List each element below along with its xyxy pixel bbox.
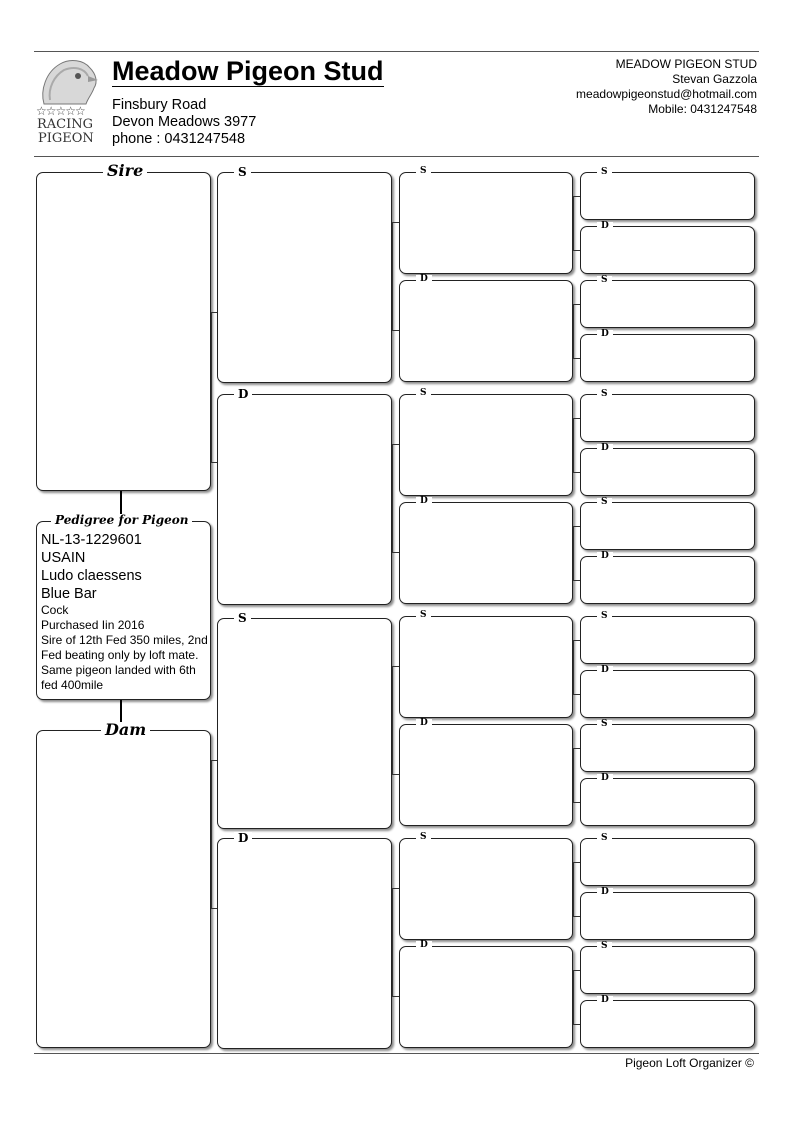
connector xyxy=(573,358,580,359)
connector xyxy=(573,418,580,419)
dam-sire-box xyxy=(217,618,392,829)
footer-rule xyxy=(34,1053,759,1054)
logo-text-racing: RACING xyxy=(37,117,94,132)
connector xyxy=(392,330,399,331)
gen3-box-1 xyxy=(399,172,573,274)
connector xyxy=(211,312,212,462)
gen4-box-6 xyxy=(580,448,755,496)
dam-box xyxy=(36,730,211,1048)
connector xyxy=(573,802,580,803)
gen4-box-12 xyxy=(580,778,755,826)
gen3-box-7 xyxy=(399,838,573,940)
subject-details xyxy=(41,531,209,693)
gen3-box-4 xyxy=(399,502,573,604)
sire-label: Sire xyxy=(103,163,147,179)
gen3-box-3 xyxy=(399,394,573,496)
connector xyxy=(573,418,574,472)
dam-sire-label: S xyxy=(234,612,251,624)
pedigree-for-label: Pedigree for Pigeon xyxy=(51,514,192,526)
subject-name: USAIN xyxy=(41,550,86,566)
connector xyxy=(573,748,574,802)
connector xyxy=(573,862,574,916)
dam-dam-label: D xyxy=(234,832,252,844)
gen3-label-1: S xyxy=(416,167,431,176)
gen4-label-14: D xyxy=(597,888,613,897)
stud-name-title: Meadow Pigeon Stud xyxy=(112,56,384,86)
subject-notes: Sire of 12th Fed 350 miles, 2nd Fed beating only by loft mate. Same pigeon landed with 6th fed 400mile xyxy=(41,633,208,692)
gen4-box-9 xyxy=(580,616,755,664)
connector xyxy=(573,526,574,580)
connector xyxy=(573,250,580,251)
connector xyxy=(392,996,399,997)
gen4-box-1 xyxy=(580,172,755,220)
subject-breeder: Ludo claessens xyxy=(41,568,142,584)
gen3-label-8: D xyxy=(416,941,432,950)
connector xyxy=(573,916,580,917)
connector xyxy=(573,196,574,250)
connector xyxy=(392,552,399,553)
connector xyxy=(392,774,399,775)
gen4-label-12: D xyxy=(597,774,613,783)
gen4-label-10: D xyxy=(597,666,613,675)
gen4-box-10 xyxy=(580,670,755,718)
connector xyxy=(573,472,580,473)
gen4-label-5: S xyxy=(597,390,612,399)
gen4-box-7 xyxy=(580,502,755,550)
connector xyxy=(573,970,574,1024)
connector xyxy=(211,760,212,908)
contact-mobile: Mobile: 0431247548 xyxy=(648,102,757,116)
logo-text-pigeon: PIGEON xyxy=(38,131,94,146)
gen4-label-2: D xyxy=(597,222,613,231)
gen4-label-11: S xyxy=(597,720,612,729)
sire-sire-box xyxy=(217,172,392,383)
gen3-label-5: S xyxy=(416,611,431,620)
connector xyxy=(392,888,399,889)
gen3-box-2 xyxy=(399,280,573,382)
gen4-label-9: S xyxy=(597,612,612,621)
subject-color: Blue Bar xyxy=(41,586,97,602)
connector xyxy=(392,444,399,445)
gen4-box-4 xyxy=(580,334,755,382)
gen4-label-4: D xyxy=(597,330,613,339)
gen4-label-8: D xyxy=(597,552,613,561)
gen4-box-5 xyxy=(580,394,755,442)
contact-owner: Stevan Gazzola xyxy=(672,72,757,86)
gen4-label-16: D xyxy=(597,996,613,1005)
gen4-box-16 xyxy=(580,1000,755,1048)
gen3-box-5 xyxy=(399,616,573,718)
connector xyxy=(573,694,580,695)
connector xyxy=(392,444,393,552)
subject-ring-number: NL-13-1229601 xyxy=(41,532,142,548)
address-line-2: Devon Meadows 3977 xyxy=(112,114,257,130)
gen4-box-14 xyxy=(580,892,755,940)
gen3-label-7: S xyxy=(416,833,431,842)
connector xyxy=(392,666,393,774)
sire-dam-label: D xyxy=(234,388,252,400)
header-top-rule xyxy=(34,51,759,52)
gen4-box-13 xyxy=(580,838,755,886)
sire-box xyxy=(36,172,211,491)
contact-email: meadowpigeonstud@hotmail.com xyxy=(576,87,757,101)
address-line-1: Finsbury Road xyxy=(112,97,207,113)
gen3-label-2: D xyxy=(416,275,432,284)
gen4-box-3 xyxy=(580,280,755,328)
gen4-box-11 xyxy=(580,724,755,772)
gen3-label-6: D xyxy=(416,719,432,728)
connector xyxy=(392,666,399,667)
phone-line: phone : 0431247548 xyxy=(112,131,246,147)
gen4-label-13: S xyxy=(597,834,612,843)
gen4-label-15: S xyxy=(597,942,612,951)
connector xyxy=(573,970,580,971)
gen3-box-8 xyxy=(399,946,573,1048)
racing-pigeon-logo xyxy=(36,56,104,148)
footer-credit: Pigeon Loft Organizer © xyxy=(625,1056,754,1070)
connector xyxy=(573,748,580,749)
gen4-label-1: S xyxy=(597,168,612,177)
connector xyxy=(392,222,399,223)
connector xyxy=(573,1024,580,1025)
connector xyxy=(392,222,393,330)
gen3-label-3: S xyxy=(416,389,431,398)
connector xyxy=(573,304,580,305)
sire-dam-box xyxy=(217,394,392,605)
gen4-box-8 xyxy=(580,556,755,604)
connector xyxy=(573,304,574,358)
connector xyxy=(392,888,393,996)
connector xyxy=(573,862,580,863)
connector xyxy=(573,196,580,197)
gen4-label-6: D xyxy=(597,444,613,453)
dam-dam-box xyxy=(217,838,392,1049)
gen4-box-15 xyxy=(580,946,755,994)
gen4-label-7: S xyxy=(597,498,612,507)
contact-stud-name: MEADOW PIGEON STUD xyxy=(615,57,757,71)
gen4-label-3: S xyxy=(597,276,612,285)
header-bottom-rule xyxy=(34,156,759,157)
gen3-label-4: D xyxy=(416,497,432,506)
dam-label: Dam xyxy=(101,722,150,738)
subject-purchased: Purchased Iin 2016 xyxy=(41,618,145,632)
sire-sire-label: S xyxy=(234,166,251,178)
gen3-box-6 xyxy=(399,724,573,826)
logo-stars: ☆☆☆☆☆ xyxy=(36,104,85,118)
connector xyxy=(573,640,574,694)
subject-sex: Cock xyxy=(41,603,69,617)
gen4-box-2 xyxy=(580,226,755,274)
contact-block xyxy=(576,57,757,117)
connector xyxy=(573,580,580,581)
connector xyxy=(573,526,580,527)
connector xyxy=(573,640,580,641)
